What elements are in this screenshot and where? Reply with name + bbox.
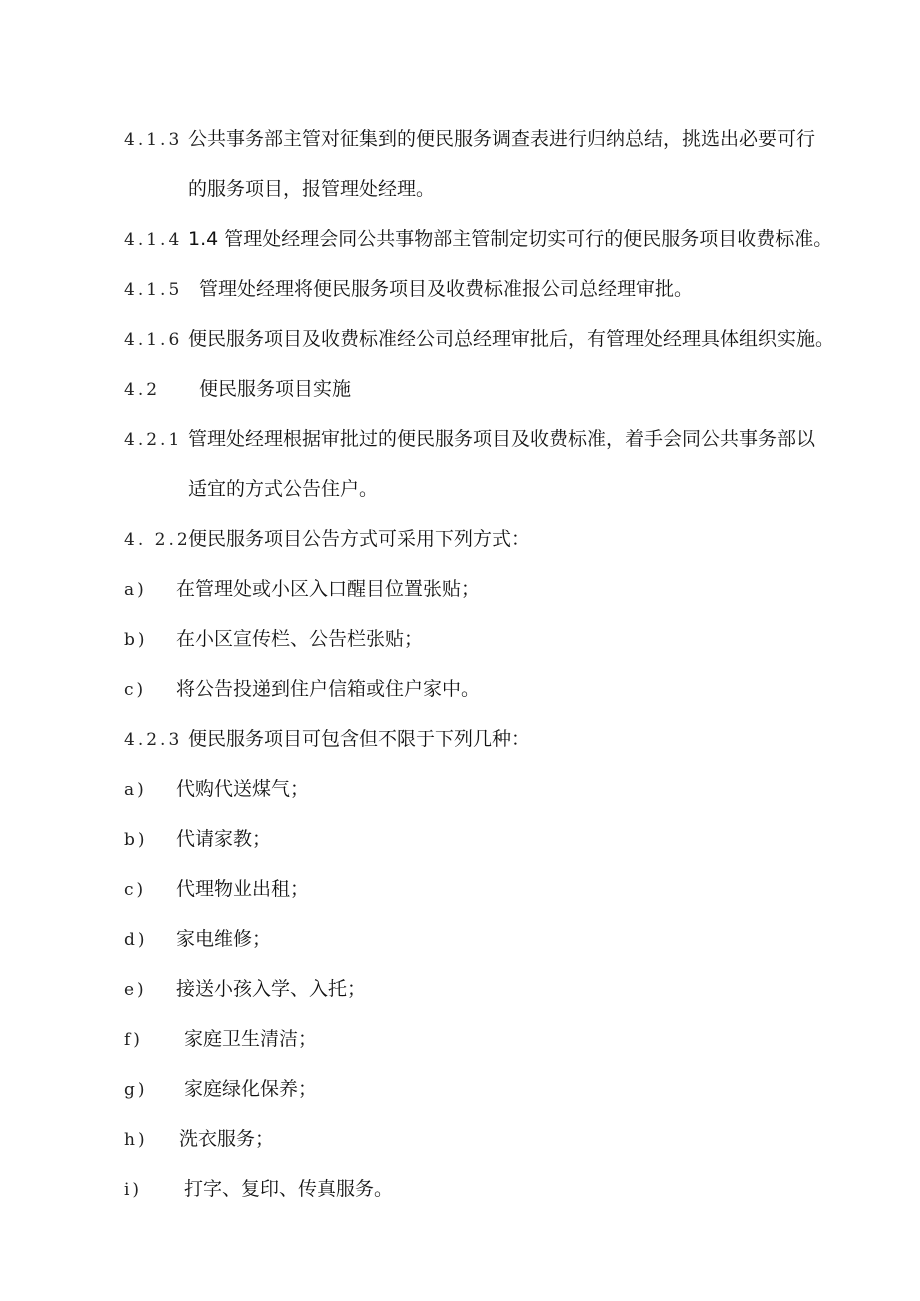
- list-item: [124, 777, 309, 802]
- list-item-text: 打字、复印、传真服务。: [184, 1178, 394, 1200]
- list-marker: a): [124, 580, 147, 600]
- list-item: [124, 927, 271, 952]
- list-item-text: 将公告投递到住户信箱或住户家中。: [176, 678, 481, 700]
- clause-4-1-3: [124, 127, 815, 152]
- list-marker: g): [124, 1080, 148, 1100]
- list-item-text: 家电维修；: [176, 928, 272, 950]
- list-marker: i): [124, 1180, 143, 1200]
- clause-number: 4.1.3: [124, 130, 183, 150]
- clause-text: 管理处经理将便民服务项目及收费标准报公司总经理审批。: [199, 278, 694, 300]
- list-item-text: 在小区宣传栏、公告栏张贴；: [176, 628, 424, 650]
- section-number: 4.2: [124, 380, 161, 400]
- list-item: [124, 677, 480, 702]
- list-item: [124, 627, 423, 652]
- list-marker: f): [124, 1030, 143, 1050]
- clause-number: 4.1.5: [124, 280, 183, 300]
- clause-number: 4. 2.2: [124, 530, 191, 550]
- clause-4-1-6: [124, 327, 834, 352]
- clause-4-2-1: [124, 427, 815, 452]
- list-marker: d): [124, 930, 148, 950]
- clause-text: 1.4 管理处经理会同公共事物部主管制定切实可行的便民服务项目收费标准。: [188, 228, 833, 250]
- clause-text: 的服务项目，报管理处经理。: [188, 178, 436, 200]
- list-item: [124, 827, 271, 852]
- clause-4-1-5: [124, 277, 693, 302]
- list-item: [124, 1127, 274, 1152]
- list-marker: b): [124, 630, 148, 650]
- clause-text: 适宜的方式公告住户。: [188, 478, 379, 500]
- list-item-text: 代理物业出租；: [176, 878, 310, 900]
- list-item-text: 洗衣服务；: [179, 1128, 275, 1150]
- list-marker: c): [124, 880, 147, 900]
- list-item-text: 家庭绿化保养；: [184, 1078, 318, 1100]
- clause-text: 公共事务部主管对征集到的便民服务调查表进行归纳总结，挑选出必要可行: [188, 128, 816, 150]
- clause-4-1-3-continued: [188, 177, 435, 201]
- list-marker: c): [124, 680, 147, 700]
- list-item: [124, 1077, 317, 1102]
- list-item: [124, 877, 309, 902]
- list-marker: b): [124, 830, 148, 850]
- list-item-text: 接送小孩入学、入托；: [176, 978, 367, 1000]
- clause-number: 4.2.1: [124, 430, 183, 450]
- list-marker: a): [124, 780, 147, 800]
- list-item: [124, 1027, 317, 1052]
- list-item-text: 代请家教；: [176, 828, 272, 850]
- list-marker: h): [124, 1130, 148, 1150]
- clause-text: 便民服务项目及收费标准经公司总经理审批后，有管理处经理具体组织实施。: [188, 328, 835, 350]
- clause-4-2-2: [124, 527, 530, 552]
- list-item: [124, 1177, 393, 1202]
- list-item: [124, 577, 480, 602]
- section-title: 便民服务项目实施: [199, 378, 352, 400]
- clause-number: 4.1.4: [124, 230, 183, 250]
- clause-4-1-4: [124, 227, 832, 252]
- clause-text: 便民服务项目公告方式可采用下列方式：: [188, 528, 531, 550]
- clause-number: 4.1.6: [124, 330, 183, 350]
- clause-4-2-3: [124, 727, 530, 752]
- section-4-2-heading: [124, 377, 351, 402]
- clause-4-2-1-continued: [188, 477, 378, 501]
- list-item: [124, 977, 366, 1002]
- list-item-text: 在管理处或小区入口醒目位置张贴；: [176, 578, 481, 600]
- clause-text: 管理处经理根据审批过的便民服务项目及收费标准，着手会同公共事务部以: [188, 428, 816, 450]
- clause-number: 4.2.3: [124, 730, 183, 750]
- list-item-text: 代购代送煤气；: [176, 778, 310, 800]
- list-marker: e): [124, 980, 147, 1000]
- list-item-text: 家庭卫生清洁；: [184, 1028, 318, 1050]
- clause-text: 便民服务项目可包含但不限于下列几种：: [188, 728, 531, 750]
